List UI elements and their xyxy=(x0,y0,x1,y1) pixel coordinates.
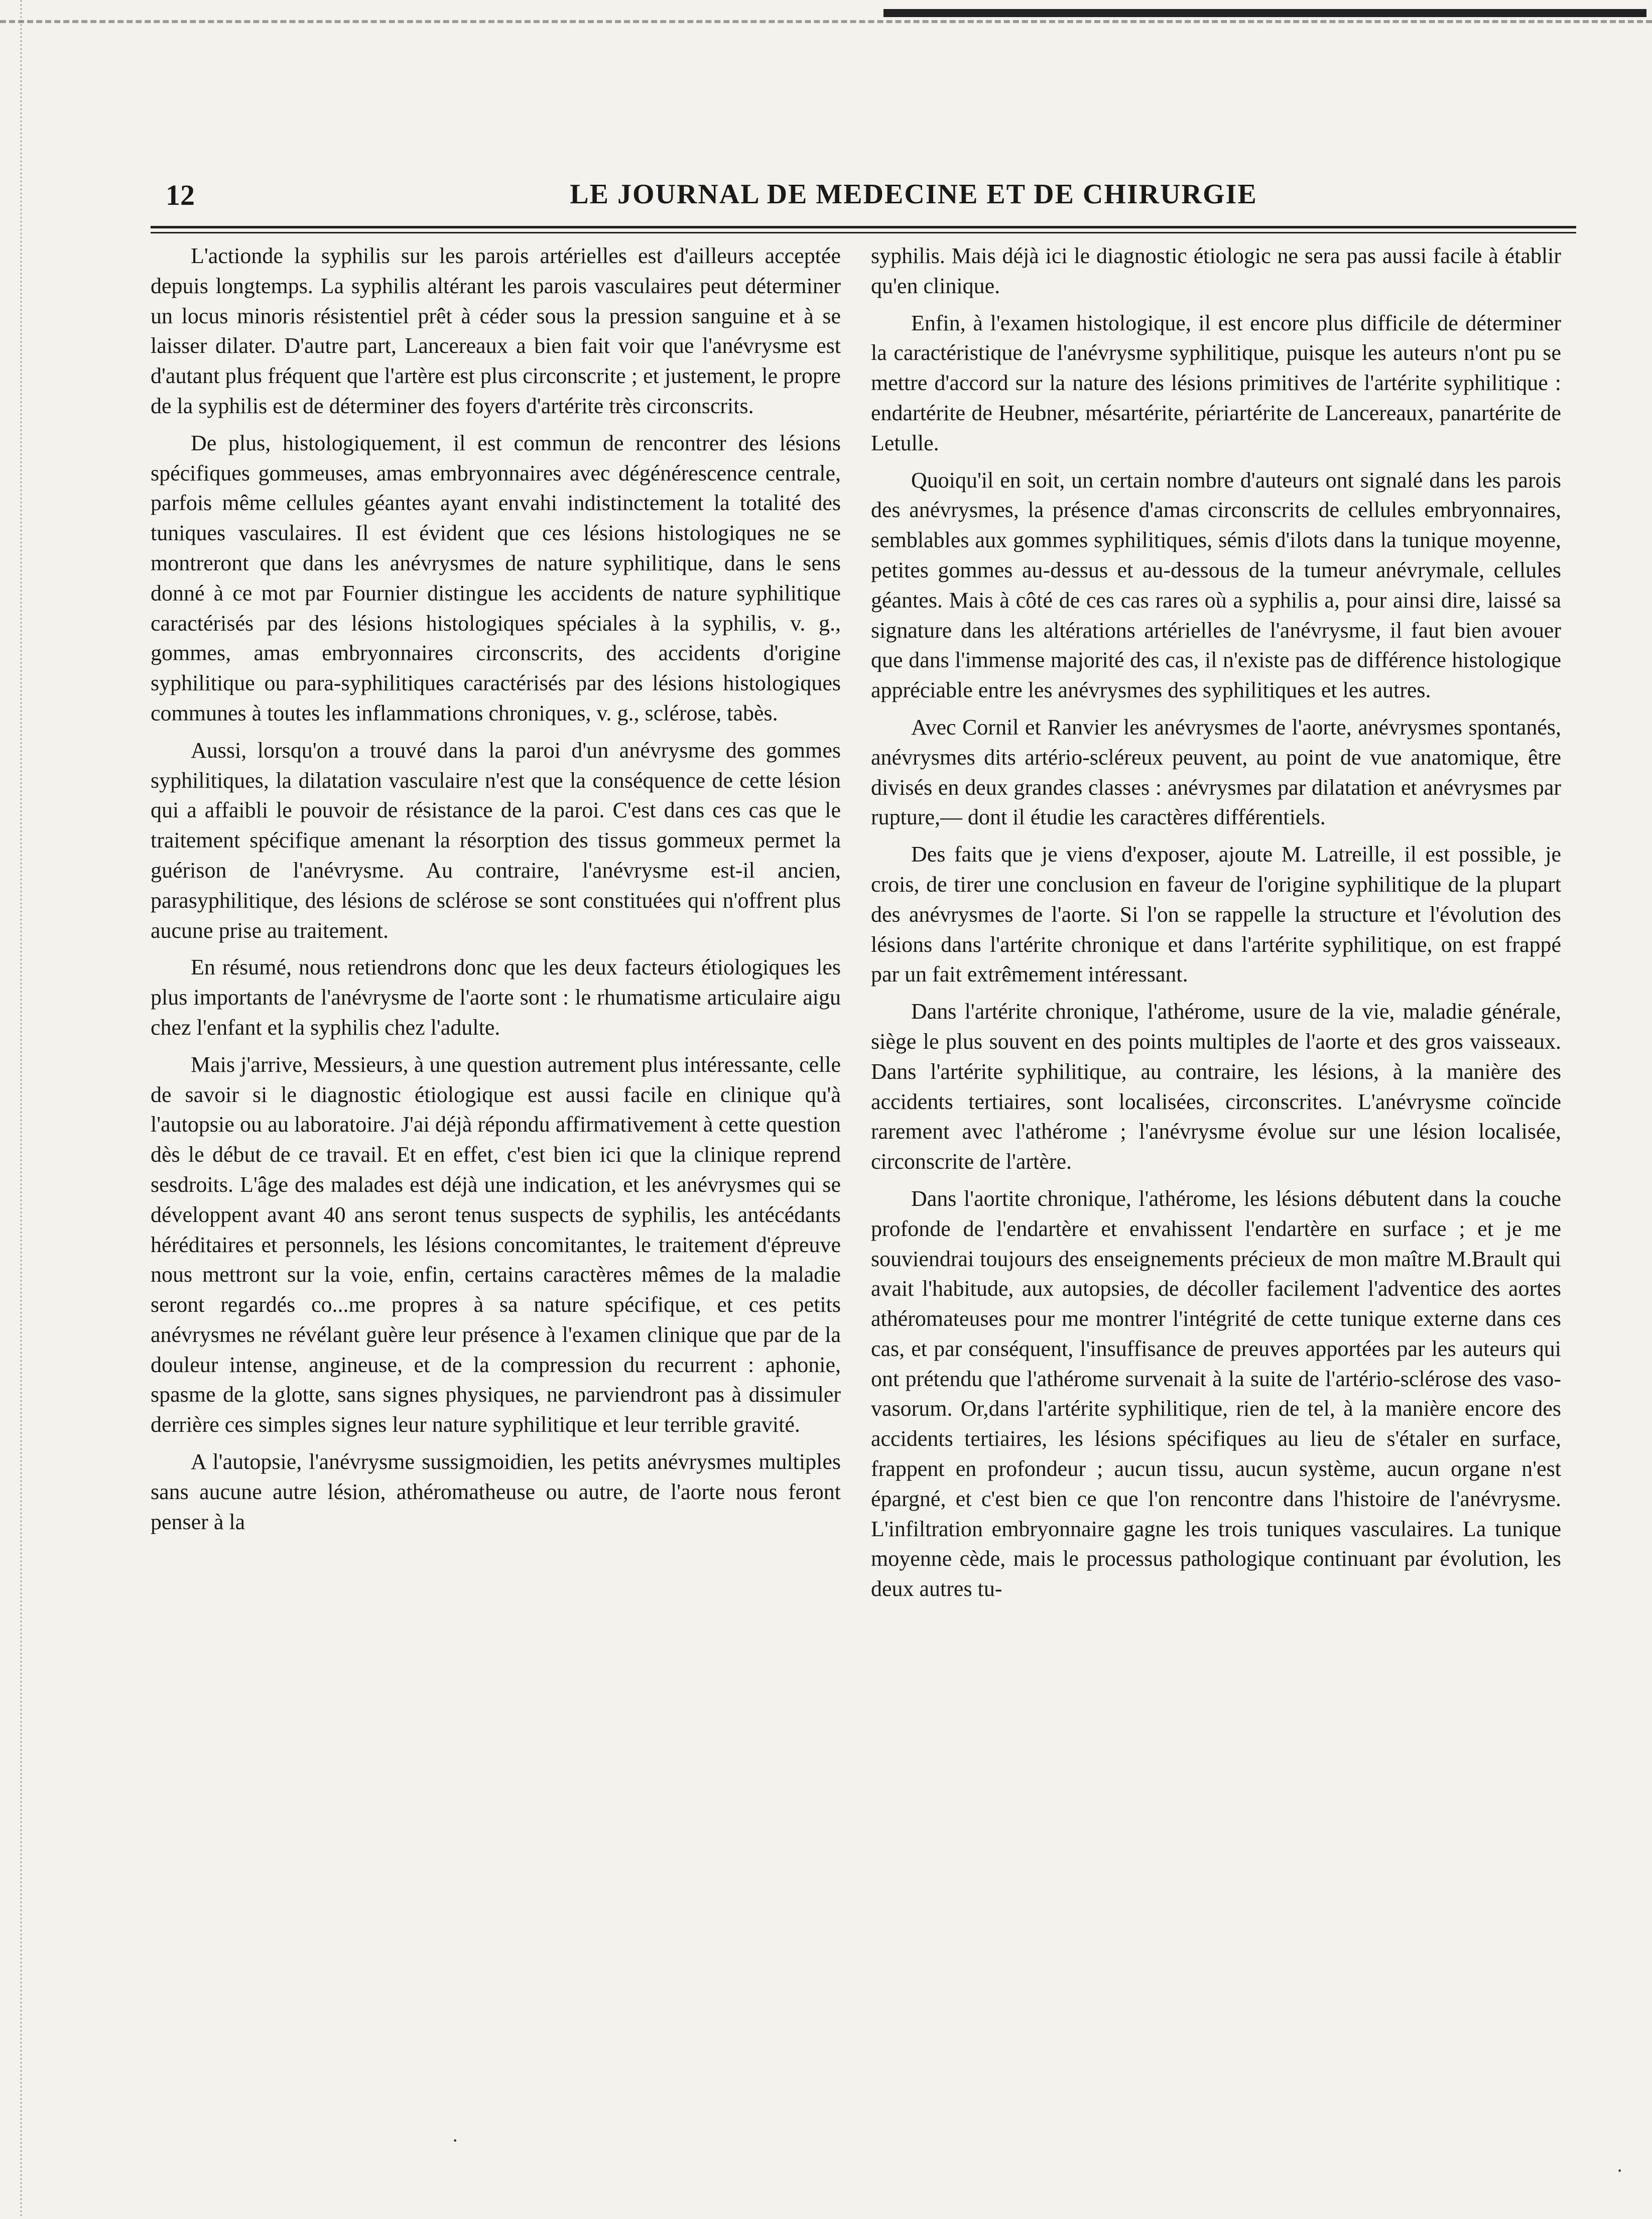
left-paragraph-3: Aussi, lorsqu'on a trouvé dans la paroi d'un anévrysme des gommes syphilitiques, la dilatation vasculaire n'est que la conséquence de cette lésion qui a affaibli le pouvoir de résistance de la paroi. C'est dans ces cas que le traitement spécifique amenant la résorption des tissus gommeux permet la guérison de l'anévrysme. Au contraire, l'anévrysme est-il ancien, parasyphilitique, des lésions de sclérose se sont constituées qui n'offrent plus aucune prise au traitement. xyxy=(151,737,841,943)
header-rule-thin xyxy=(151,232,1576,233)
right-paragraph-3: Quoiqu'il en soit, un certain nombre d'auteurs ont signalé dans les parois des anévrysmes, la présence d'amas circonscrits de cellules embryonnaires, semblables aux gommes syphilitiques, sémis d'ilots dans la tunique moyenne, petites gommes au-dessus et au-dessous de la tumeur anévrymale, cellules géantes. Mais à côté de ces cas rares où a syphilis a, pour ainsi dire, laissé sa signature dans les altérations artérielles de l'anévrysme, il faut bien avouer que dans l'immense majorité des cas, il n'existe pas de différence histologique appréciable entre les anévrysmes des syphilitiques et les autres. xyxy=(871,467,1561,703)
scan-edge-left xyxy=(0,0,22,2219)
right-paragraph-7: Dans l'aortite chronique, l'athérome, les lésions débutent dans la couche profonde de l'endartère et envahissent l'endartère en surface ; et je me souviendrai toujours des enseignements précieux de mon maître M.Brault qui avait l'habitude, aux autopsies, de décoller facilement l'adventice des aortes athéromateuses pour me montrer l'intégrité de cette tunique externe dans ces cas, et par conséquent, l'insuffisance de preuves apportées par les auteurs qui ont prétendu que l'athérome survenait à la suite de l'artério-sclérose des vaso-vasorum. Or,dans l'artérite syphilitique, rien de tel, à la manière encore des accidents tertiaires, les lésions spécifiques au lieu de s'étaler en surface, frappent en profondeur ; aucun tissu, aucun système, aucun organe n'est épargné, et c'est bien ce que l'on rencontre dans l'histoire de l'anévrysme. L'infiltration embryonnaire gagne les trois tuniques vasculaires. La tunique moyenne cède, mais le processus pathologique continuant par évolution, les deux autres tu- xyxy=(871,1186,1561,1601)
journal-title: LE JOURNAL DE MEDECINE ET DE CHIRURGIE xyxy=(570,179,1257,210)
left-paragraph-5: Mais j'arrive, Messieurs, à une question autrement plus intéressante, celle de savoir si le diagnostic étiologique est aussi facile en clinique qu'à l'autopsie ou au laboratoire. J'ai déjà répondu affirmativement à cette question dès le début de ce travail. Et en effet, c'est bien ici que la clinique reprend sesdroits. L'âge des malades est déjà une indication, et les anévrysmes qui se développent avant 40 ans seront tenus suspects de syphilis, les antécédants héréditaires et personnels, les lésions concomitantes, le traitement d'épreuve nous mettront sur la voie, enfin, certains caractères mêmes de la maladie seront regardés co...me propres à sa nature spécifique, et ces petits anévrysmes ne révélant guère leur présence à l'examen clinique que par de la douleur intense, angineuse, et de la compression du recurrent : aphonie, spasme de la glotte, sans signes physiques, ne parviendront pas à dissimuler derrière ces simples signes leur nature syphilitique et leur terrible gravité. xyxy=(151,1052,841,1437)
right-paragraph-6: Dans l'artérite chronique, l'athérome, usure de la vie, maladie générale, siège le plus souvent en des points multiples de l'aorte et des gros vaisseaux. Dans l'artérite syphilitique, au contraire, les lésions, à la manière des accidents tertiaires, sont localisées, circonscrites. L'anévrysme coïncide rarement avec l'athérome ; l'anévrysme évolue sur une lésion localisée, circonscrite de l'artère. xyxy=(871,999,1561,1174)
scan-speck: · xyxy=(1616,2159,1623,2182)
left-paragraph-2: De plus, histologiquement, il est commun de rencontrer des lésions spécifiques gommeuses, amas embryonnaires avec dégénérescence centrale, parfois même cellules géantes ayant envahi indistinctement la totalité des tuniques vasculaires. Il est évident que ces lésions histologiques ne se montreront que dans les anévrysmes de nature syphilitique, dans le sens donné à ce mot par Fournier distingue les accidents de nature syphilitique caractérisés par des lésions histologiques spéciales à la syphilis, v. g., gommes, amas embryonnaires circonscrits, des accidents d'origine syphilitique ou para-syphilitiques caractérisés par des lésions histologiques communes à toutes les inflammations chroniques, v. g., sclérose, tabès. xyxy=(151,430,841,725)
right-paragraph-1: syphilis. Mais déjà ici le diagnostic étiologic ne sera pas aussi facile à établir qu'en clinique. xyxy=(871,243,1561,298)
page-number: 12 xyxy=(166,179,195,211)
scan-bar-top xyxy=(883,9,1646,17)
right-paragraph-2: Enfin, à l'examen histologique, il est encore plus difficile de déterminer la caractéristique de l'anévrysme syphilitique, puisque les auteurs n'ont pu se mettre d'accord sur la nature des lésions primitives de l'artérite syphilitique : endartérite de Heubner, mésartérite, périartérite de Lancereaux, panartérite de Letulle. xyxy=(871,310,1561,455)
left-paragraph-4: En résumé, nous retiendrons donc que les deux facteurs étiologiques les plus importants de l'anévrysme de l'aorte sont : le rhumatisme articulaire aigu chez l'enfant et la syphilis chez l'adulte. xyxy=(151,955,841,1040)
left-paragraph-1: L'actionde la syphilis sur les parois artérielles est d'ailleurs acceptée depuis longtemps. La syphilis altérant les parois vasculaires peut déterminer un locus minoris résistentiel prêt à céder sous la pression sanguine et à se laisser dilater. D'autre part, Lancereaux a bien fait voir que l'anévrysme est d'autant plus fréquent que l'artère est plus circonscrite ; et justement, le propre de la syphilis est de déterminer des foyers d'artérite très circonscrits. xyxy=(151,243,841,418)
page-header xyxy=(166,178,1546,213)
header-rule-thick xyxy=(151,226,1576,228)
left-column xyxy=(151,241,841,2139)
scan-speck: · xyxy=(452,2129,459,2152)
right-column xyxy=(871,241,1561,2139)
right-paragraph-5: Des faits que je viens d'exposer, ajoute M. Latreille, il est possible, je crois, de tirer une conclusion en faveur de l'origine syphilitique de la plupart des anévrysmes de l'aorte. Si l'on se rappelle la structure et l'évolution des lésions dans l'artérite chronique et dans l'artérite syphilitique, on est frappé par un fait extrêmement intéressant. xyxy=(871,842,1561,987)
right-paragraph-4: Avec Cornil et Ranvier les anévrysmes de l'aorte, anévrysmes spontanés, anévrysmes dits artério-scléreux peuvent, au point de vue anatomique, être divisés en deux grandes classes : anévrysmes par dilatation et anévrysmes par rupture,— dont il étudie les caractères différentiels. xyxy=(871,714,1561,830)
left-paragraph-6: A l'autopsie, l'anévrysme sussigmoidien, les petits anévrysmes multiples sans aucune autre lésion, athéromatheuse ou autre, de l'aorte nous feront penser à la xyxy=(151,1449,841,1534)
